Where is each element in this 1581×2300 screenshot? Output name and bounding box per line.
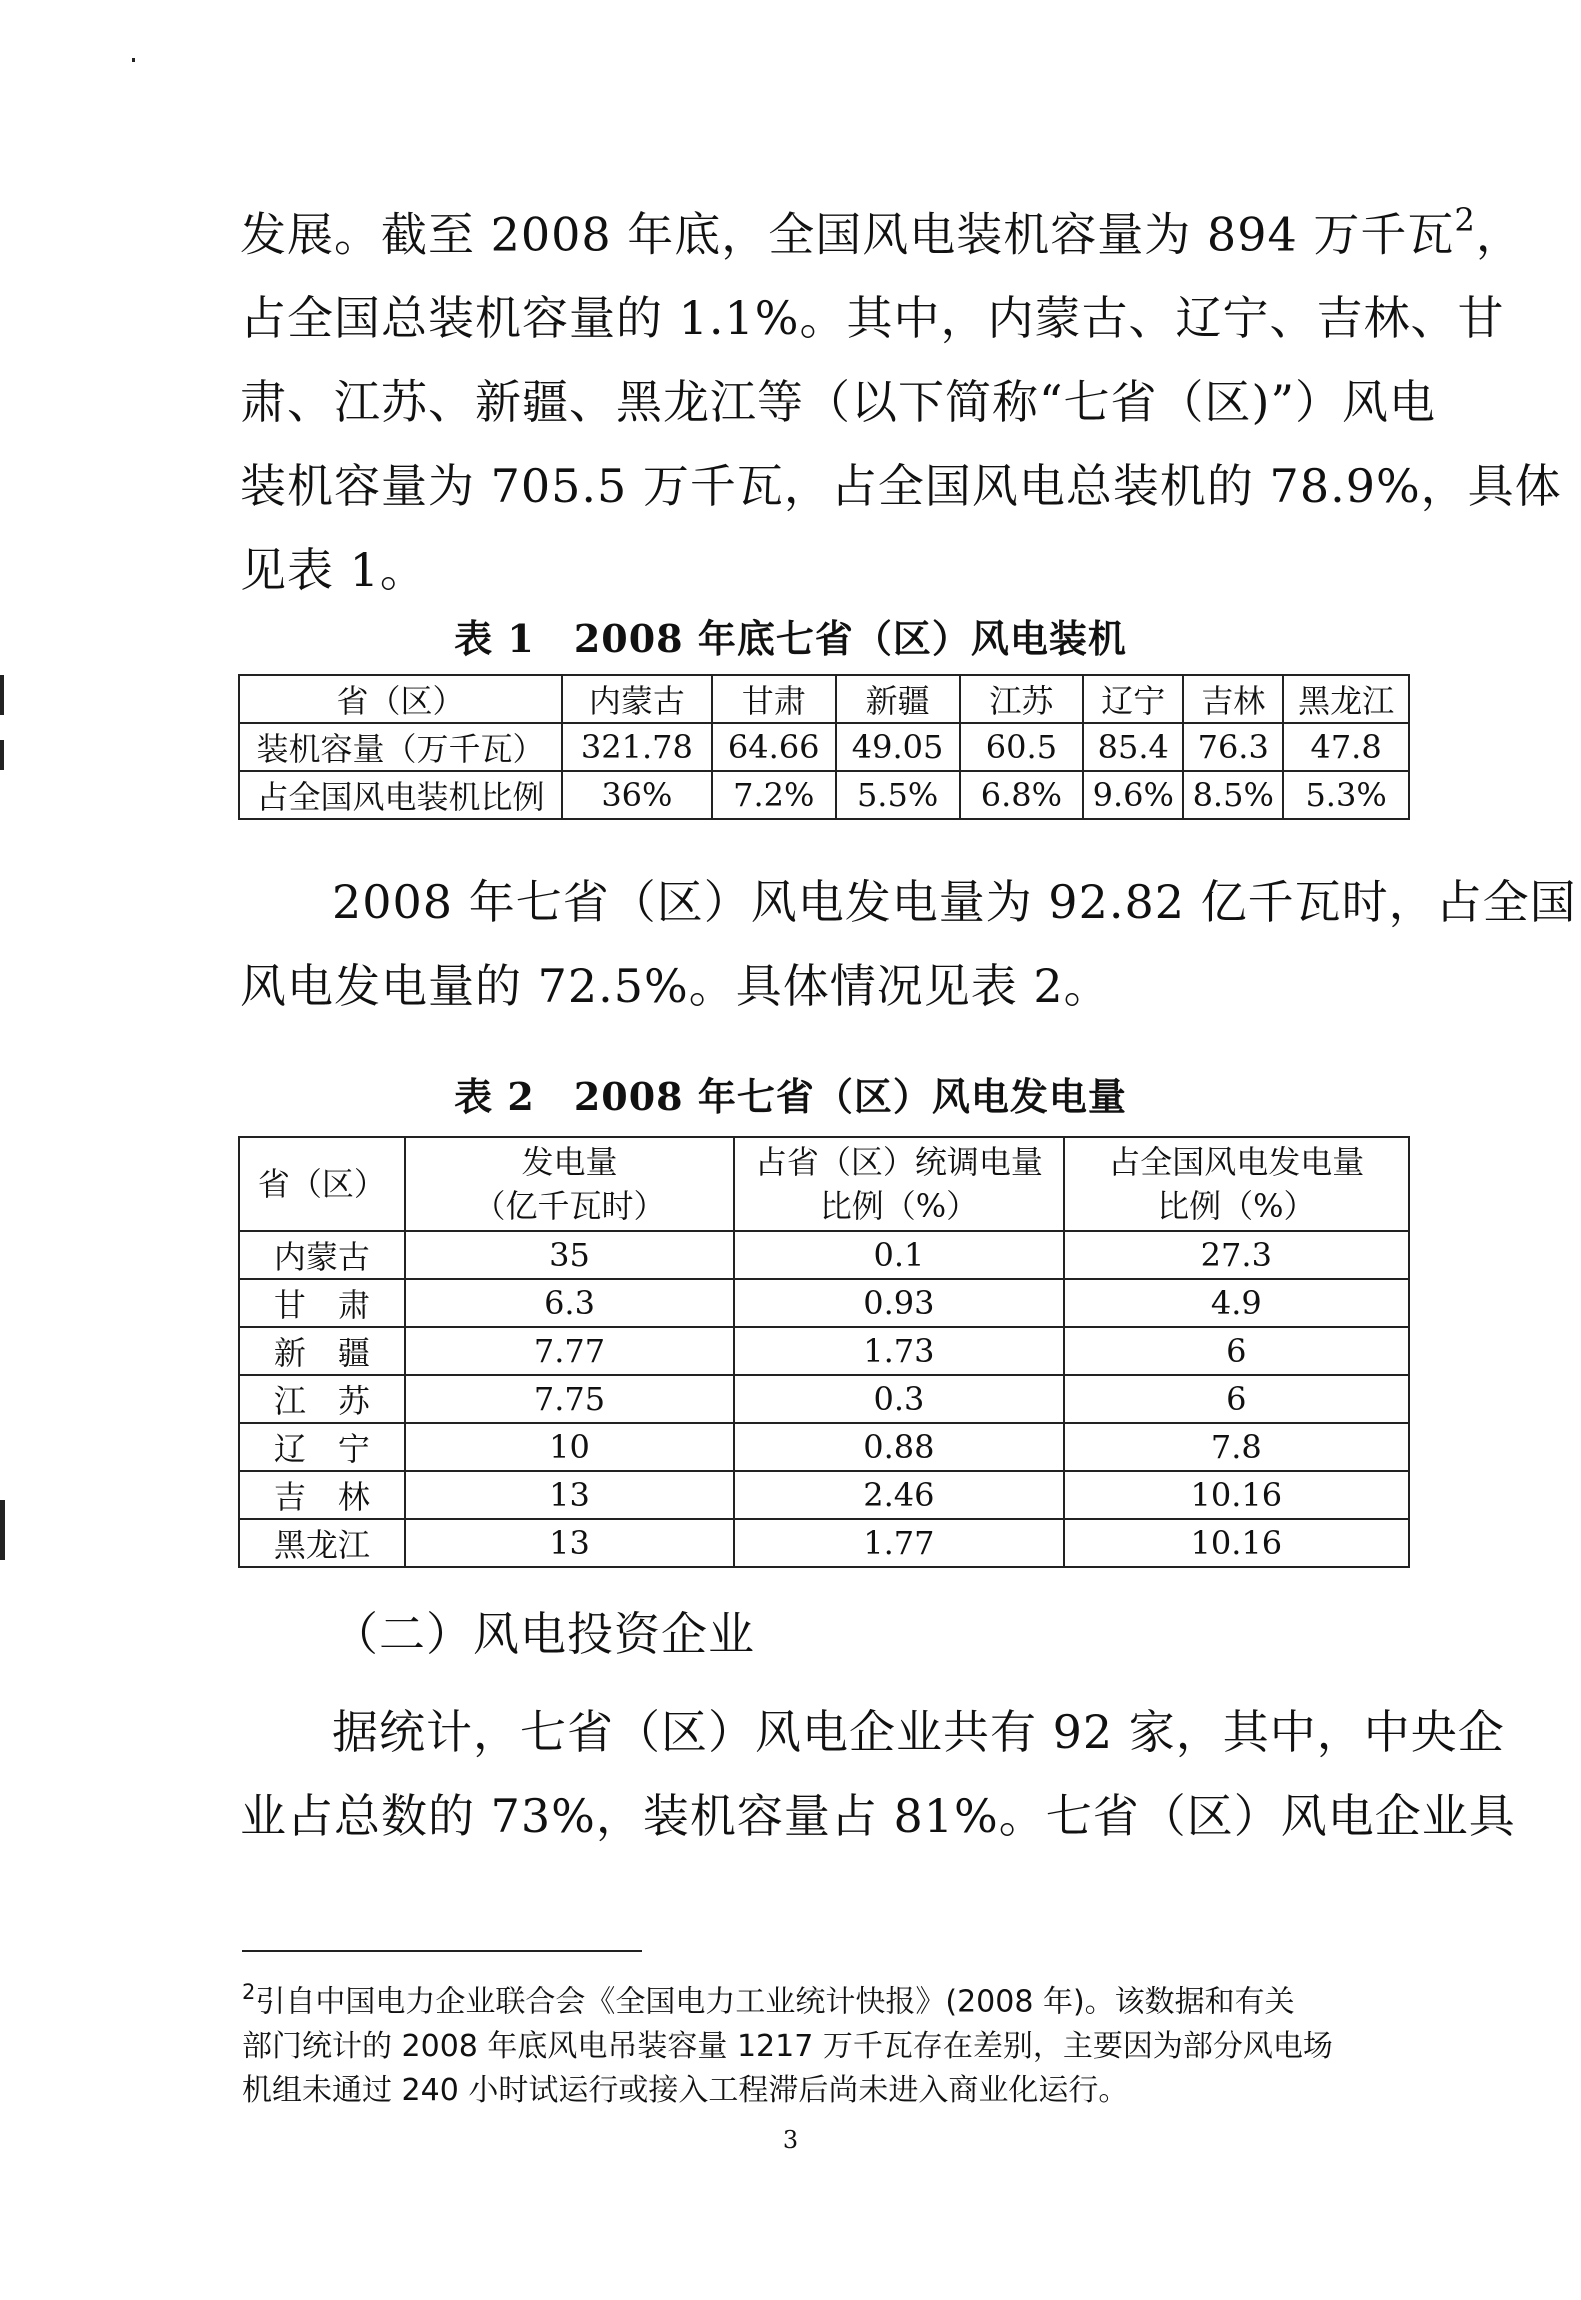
table-header-cell: 省（区） (239, 1137, 405, 1231)
table-header-row (239, 1137, 1409, 1231)
table-cell: 36% (562, 771, 712, 819)
table-cell: 7.75 (405, 1375, 734, 1423)
footnote-reference: 2 (1454, 201, 1476, 239)
table-cell: 6.3 (405, 1279, 734, 1327)
table-header-cell: 吉林 (1183, 675, 1283, 723)
table-cell: 49.05 (836, 723, 960, 771)
footnote-divider (242, 1950, 642, 1952)
text-line: 发展。截至 2008 年底，全国风电装机容量为 894 万千瓦$^2$， (240, 201, 1523, 262)
table-cell: 黑龙江 (239, 1519, 405, 1567)
table-2 (238, 1136, 1410, 1568)
text-line: 风电发电量的 72.5%。具体情况见表 2。 (240, 959, 1111, 1013)
table-cell: 0.93 (734, 1279, 1063, 1327)
table-cell: 甘 肃 (239, 1279, 405, 1327)
table-cell: 占全国风电装机比例 (239, 771, 562, 819)
table-cell: 6 (1064, 1375, 1409, 1423)
table-cell: 1.77 (734, 1519, 1063, 1567)
footnote-line: 机组未通过 240 小时试运行或接入工程滞后尚未进入商业化运行。 (242, 2072, 1129, 2108)
table-cell: 8.5% (1183, 771, 1283, 819)
table-cell: 10.16 (1064, 1519, 1409, 1567)
paragraph-1 (240, 178, 1562, 612)
table-header-cell: 内蒙古 (562, 675, 712, 723)
table-cell: 6 (1064, 1327, 1409, 1375)
table-cell: 10 (405, 1423, 734, 1471)
footnote (242, 1970, 1412, 2113)
table-cell: 85.4 (1083, 723, 1183, 771)
table-cell: 辽 宁 (239, 1423, 405, 1471)
table-cell: 0.3 (734, 1375, 1063, 1423)
table-cell: 装机容量（万千瓦） (239, 723, 562, 771)
header-line: 比例（%） (1157, 1187, 1316, 1225)
table-row (239, 1519, 1409, 1567)
paragraph-2 (240, 860, 1577, 1028)
table-header-cell: 黑龙江 (1283, 675, 1409, 723)
scan-mark (132, 58, 135, 62)
footnote-line: 部门统计的 2008 年底风电吊装容量 1217 万千瓦存在差别，主要因为部分风电场 (242, 2028, 1333, 2064)
table-1-caption: 表 1 2008 年底七省（区）风电装机 (454, 616, 1127, 661)
table-cell: 13 (405, 1471, 734, 1519)
table-cell: 7.77 (405, 1327, 734, 1375)
text-line: 2008 年七省（区）风电发电量为 92.82 亿千瓦时，占全国 (332, 875, 1577, 929)
table-cell: 新 疆 (239, 1327, 405, 1375)
table-header-cell (1064, 1137, 1409, 1231)
table-cell: 13 (405, 1519, 734, 1567)
table-2-caption: 表 2 2008 年七省（区）风电发电量 (454, 1074, 1127, 1119)
table-cell: 64.66 (712, 723, 836, 771)
paragraph-3 (240, 1690, 1516, 1858)
text-line: 肃、江苏、新疆、黑龙江等（以下简称“七省（区)”）风电 (240, 375, 1436, 430)
table-cell: 5.3% (1283, 771, 1409, 819)
table-1 (238, 674, 1410, 820)
table-header-cell: 辽宁 (1083, 675, 1183, 723)
text-line: 占全国总装机容量的 1.1%。其中，内蒙古、辽宁、吉林、甘 (240, 291, 1505, 346)
table-cell: 7.2% (712, 771, 836, 819)
header-line: 占省（区）统调电量 (754, 1143, 1043, 1181)
table-cell: 5.5% (836, 771, 960, 819)
table-cell: 321.78 (562, 723, 712, 771)
table-header-cell: 江苏 (960, 675, 1084, 723)
table-header-cell: 新疆 (836, 675, 960, 723)
page-number: 3 (782, 2126, 799, 2154)
table-cell: 6.8% (960, 771, 1084, 819)
table-row (239, 723, 1409, 771)
section-heading (240, 1592, 1410, 1676)
header-line: 比例（%） (819, 1187, 979, 1225)
scan-mark (0, 1500, 5, 1560)
table-cell: 2.46 (734, 1471, 1063, 1519)
table-header-cell (734, 1137, 1063, 1231)
table-row (239, 1471, 1409, 1519)
table-cell: 吉 林 (239, 1471, 405, 1519)
table-cell: 4.9 (1064, 1279, 1409, 1327)
header-line: 占全国风电发电量 (1108, 1143, 1365, 1181)
table-cell: 10.16 (1064, 1471, 1409, 1519)
table-header-cell: 省（区） (239, 675, 562, 723)
text-line: 装机容量为 705.5 万千瓦，占全国风电总装机的 78.9%，具体 (240, 459, 1562, 514)
table-header-cell (405, 1137, 734, 1231)
table-row (239, 771, 1409, 819)
scan-mark (0, 675, 4, 715)
table-cell: 0.1 (734, 1231, 1063, 1279)
table-cell: 47.8 (1283, 723, 1409, 771)
table-row (239, 1327, 1409, 1375)
table-cell: 35 (405, 1231, 734, 1279)
scan-mark (0, 740, 4, 770)
table-cell: 9.6% (1083, 771, 1183, 819)
table-header-row (239, 675, 1409, 723)
text-line: 见表 1。 (240, 543, 427, 598)
header-line: （亿千瓦时） (473, 1187, 666, 1225)
footnote-marker: 2 (242, 1980, 256, 2004)
table-row (239, 1279, 1409, 1327)
table-cell: 60.5 (960, 723, 1084, 771)
header-line: 发电量 (521, 1143, 618, 1181)
table-cell: 0.88 (734, 1423, 1063, 1471)
table-cell: 27.3 (1064, 1231, 1409, 1279)
table-cell: 江 苏 (239, 1375, 405, 1423)
table-cell: 76.3 (1183, 723, 1283, 771)
text-line: 业占总数的 73%，装机容量占 81%。七省（区）风电企业具 (240, 1789, 1516, 1843)
section-heading-text: （二）风电投资企业 (332, 1607, 755, 1661)
footnote-line: $^2$引自中国电力企业联合会《全国电力工业统计快报》(2008 年)。该数据和有关 (242, 1980, 1295, 2020)
table-row (239, 1375, 1409, 1423)
table-cell: 1.73 (734, 1327, 1063, 1375)
table-cell: 7.8 (1064, 1423, 1409, 1471)
table-row (239, 1423, 1409, 1471)
table-cell: 内蒙古 (239, 1231, 405, 1279)
text-line: 据统计，七省（区）风电企业共有 92 家，其中，中央企 (332, 1705, 1505, 1759)
table-row (239, 1231, 1409, 1279)
table-header-cell: 甘肃 (712, 675, 836, 723)
